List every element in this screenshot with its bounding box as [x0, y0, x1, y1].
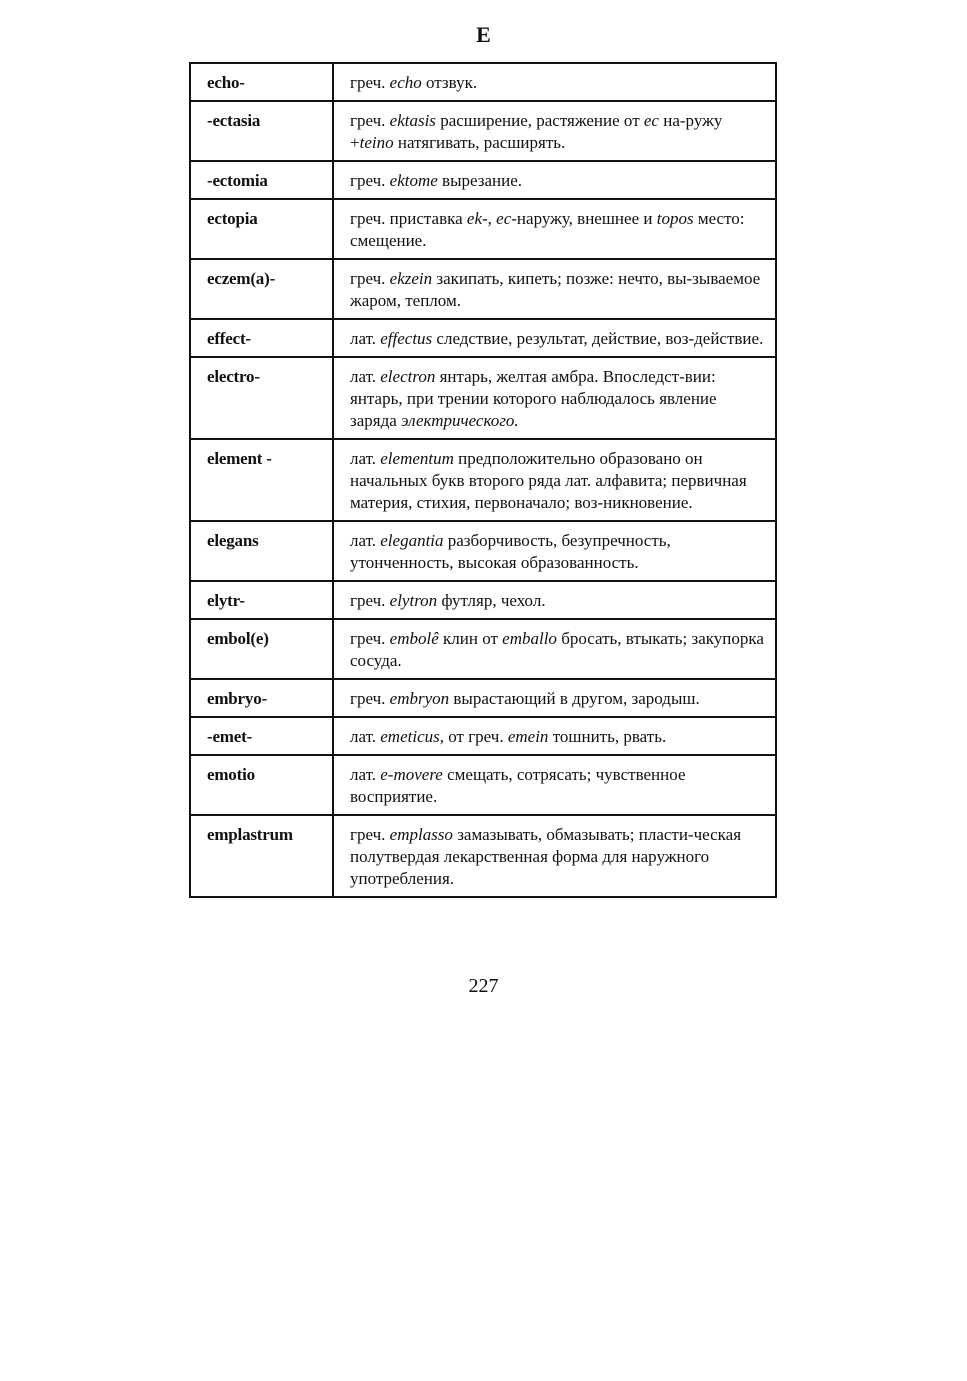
definition-italic-segment: электрического. — [401, 411, 519, 430]
definition-italic-segment: ec — [643, 111, 659, 130]
definition-segment: лат. — [350, 531, 381, 550]
entry-definition — [333, 717, 776, 755]
glossary-table — [189, 62, 777, 898]
definition-segment: следствие, результат, действие, воз-действие. — [432, 329, 764, 348]
definition-segment: отзвук. — [421, 73, 478, 92]
entry-definition — [333, 755, 776, 815]
definition-italic-segment: teino — [359, 133, 394, 152]
definition-segment: футляр, чехол. — [437, 591, 546, 610]
definition-segment: на-ружу + — [350, 111, 723, 152]
definition-italic-segment: emein — [507, 727, 549, 746]
definition-segment: греч. — [350, 73, 390, 92]
definition-segment: греч. — [350, 111, 390, 130]
entry-term: embryo- — [190, 679, 333, 717]
entry-definition — [333, 161, 776, 199]
entry-term: ectopia — [190, 199, 333, 259]
table-row — [190, 679, 776, 717]
entry-definition — [333, 199, 776, 259]
definition-segment: предположительно образовано он начальных букв второго ряда лат. алфавита; первичная материя, стихия, первоначало; воз-никновение. — [350, 449, 747, 512]
definition-segment: лат. — [350, 727, 381, 746]
table-row — [190, 521, 776, 581]
page-letter-heading: E — [476, 22, 491, 47]
table-row — [190, 63, 776, 101]
table-row — [190, 755, 776, 815]
entry-term: -ectasia — [190, 101, 333, 161]
definition-segment: лат. — [350, 329, 381, 348]
entry-term: echo- — [190, 63, 333, 101]
definition-segment: натягивать, расширять. — [393, 133, 566, 152]
definition-italic-segment: emeticus — [380, 727, 440, 746]
definition-italic-segment: elementum — [380, 449, 454, 468]
definition-segment: тошнить, рвать. — [548, 727, 667, 746]
glossary-table-body — [190, 63, 776, 897]
entry-term: embol(e) — [190, 619, 333, 679]
definition-segment: -наружу, внешнее и — [511, 209, 657, 228]
definition-segment: место: смещение. — [350, 209, 745, 250]
definition-segment: замазывать, обмазывать; пласти-ческая полутвердая лекарственная форма для наружного употребления. — [350, 825, 742, 888]
definition-segment: вырастающий в другом, зародыш. — [449, 689, 700, 708]
definition-italic-segment: embryon — [389, 689, 450, 708]
entry-definition — [333, 259, 776, 319]
table-row — [190, 581, 776, 619]
definition-segment: греч. — [350, 171, 390, 190]
table-row — [190, 815, 776, 897]
entry-term: -ectomia — [190, 161, 333, 199]
definition-italic-segment: effectus — [380, 329, 433, 348]
definition-segment: греч. приставка — [350, 209, 467, 228]
definition-segment: греч. — [350, 825, 390, 844]
table-row — [190, 717, 776, 755]
entry-definition — [333, 357, 776, 439]
entry-term: eczem(a)- — [190, 259, 333, 319]
definition-italic-segment: embolê — [389, 629, 439, 648]
entry-definition — [333, 63, 776, 101]
definition-segment: клин от — [438, 629, 503, 648]
definition-segment: бросать, втыкать; закупорка сосуда. — [350, 629, 764, 670]
definition-segment: греч. — [350, 591, 390, 610]
page-number: 227 — [468, 975, 499, 997]
definition-segment: греч. — [350, 269, 390, 288]
definition-segment: разборчивость, безупречность, утонченность, высокая образованность. — [350, 531, 671, 572]
definition-segment: греч. — [350, 629, 390, 648]
definition-segment: лат. — [350, 367, 381, 386]
definition-segment: вырезание. — [437, 171, 522, 190]
table-row — [190, 101, 776, 161]
definition-segment: , — [487, 209, 497, 228]
entry-definition — [333, 581, 776, 619]
entry-term: elytr- — [190, 581, 333, 619]
definition-italic-segment: echo — [389, 73, 422, 92]
table-row — [190, 319, 776, 357]
entry-definition — [333, 319, 776, 357]
table-row — [190, 357, 776, 439]
definition-segment: янтарь, желтая амбра. Впоследст-вии: янтарь, при трении которого наблюдалось явление заряда — [350, 367, 717, 430]
entry-term: effect- — [190, 319, 333, 357]
definition-segment: расширение, растяжение от — [435, 111, 644, 130]
entry-term: element - — [190, 439, 333, 521]
entry-definition — [333, 521, 776, 581]
table-row — [190, 199, 776, 259]
table-row — [190, 619, 776, 679]
definition-segment: лат. — [350, 765, 381, 784]
definition-italic-segment: elytron — [389, 591, 438, 610]
entry-definition — [333, 439, 776, 521]
entry-term: emplastrum — [190, 815, 333, 897]
table-row — [190, 439, 776, 521]
definition-italic-segment: ekzein — [389, 269, 433, 288]
definition-segment: , от греч. — [439, 727, 508, 746]
definition-segment: лат. — [350, 449, 381, 468]
definition-italic-segment: ec — [496, 209, 512, 228]
definition-segment: закипать, кипеть; позже: нечто, вы-зываемое жаром, теплом. — [350, 269, 761, 310]
definition-italic-segment: e-movere — [380, 765, 443, 784]
definition-italic-segment: ektasis — [389, 111, 436, 130]
definition-italic-segment: emplasso — [389, 825, 453, 844]
entry-definition — [333, 679, 776, 717]
entry-definition — [333, 101, 776, 161]
definition-segment: греч. — [350, 689, 390, 708]
entry-definition — [333, 815, 776, 897]
entry-term: elegans — [190, 521, 333, 581]
definition-italic-segment: elegantia — [380, 531, 444, 550]
entry-term: -emet- — [190, 717, 333, 755]
entry-definition — [333, 619, 776, 679]
table-row — [190, 259, 776, 319]
definition-italic-segment: ek- — [466, 209, 488, 228]
entry-term: emotio — [190, 755, 333, 815]
definition-italic-segment: ektome — [389, 171, 438, 190]
definition-segment: смещать, сотрясать; чувственное восприятие. — [350, 765, 686, 806]
definition-italic-segment: electron — [380, 367, 436, 386]
entry-term: electro- — [190, 357, 333, 439]
table-row — [190, 161, 776, 199]
definition-italic-segment: emballo — [502, 629, 557, 648]
definition-italic-segment: topos — [656, 209, 694, 228]
